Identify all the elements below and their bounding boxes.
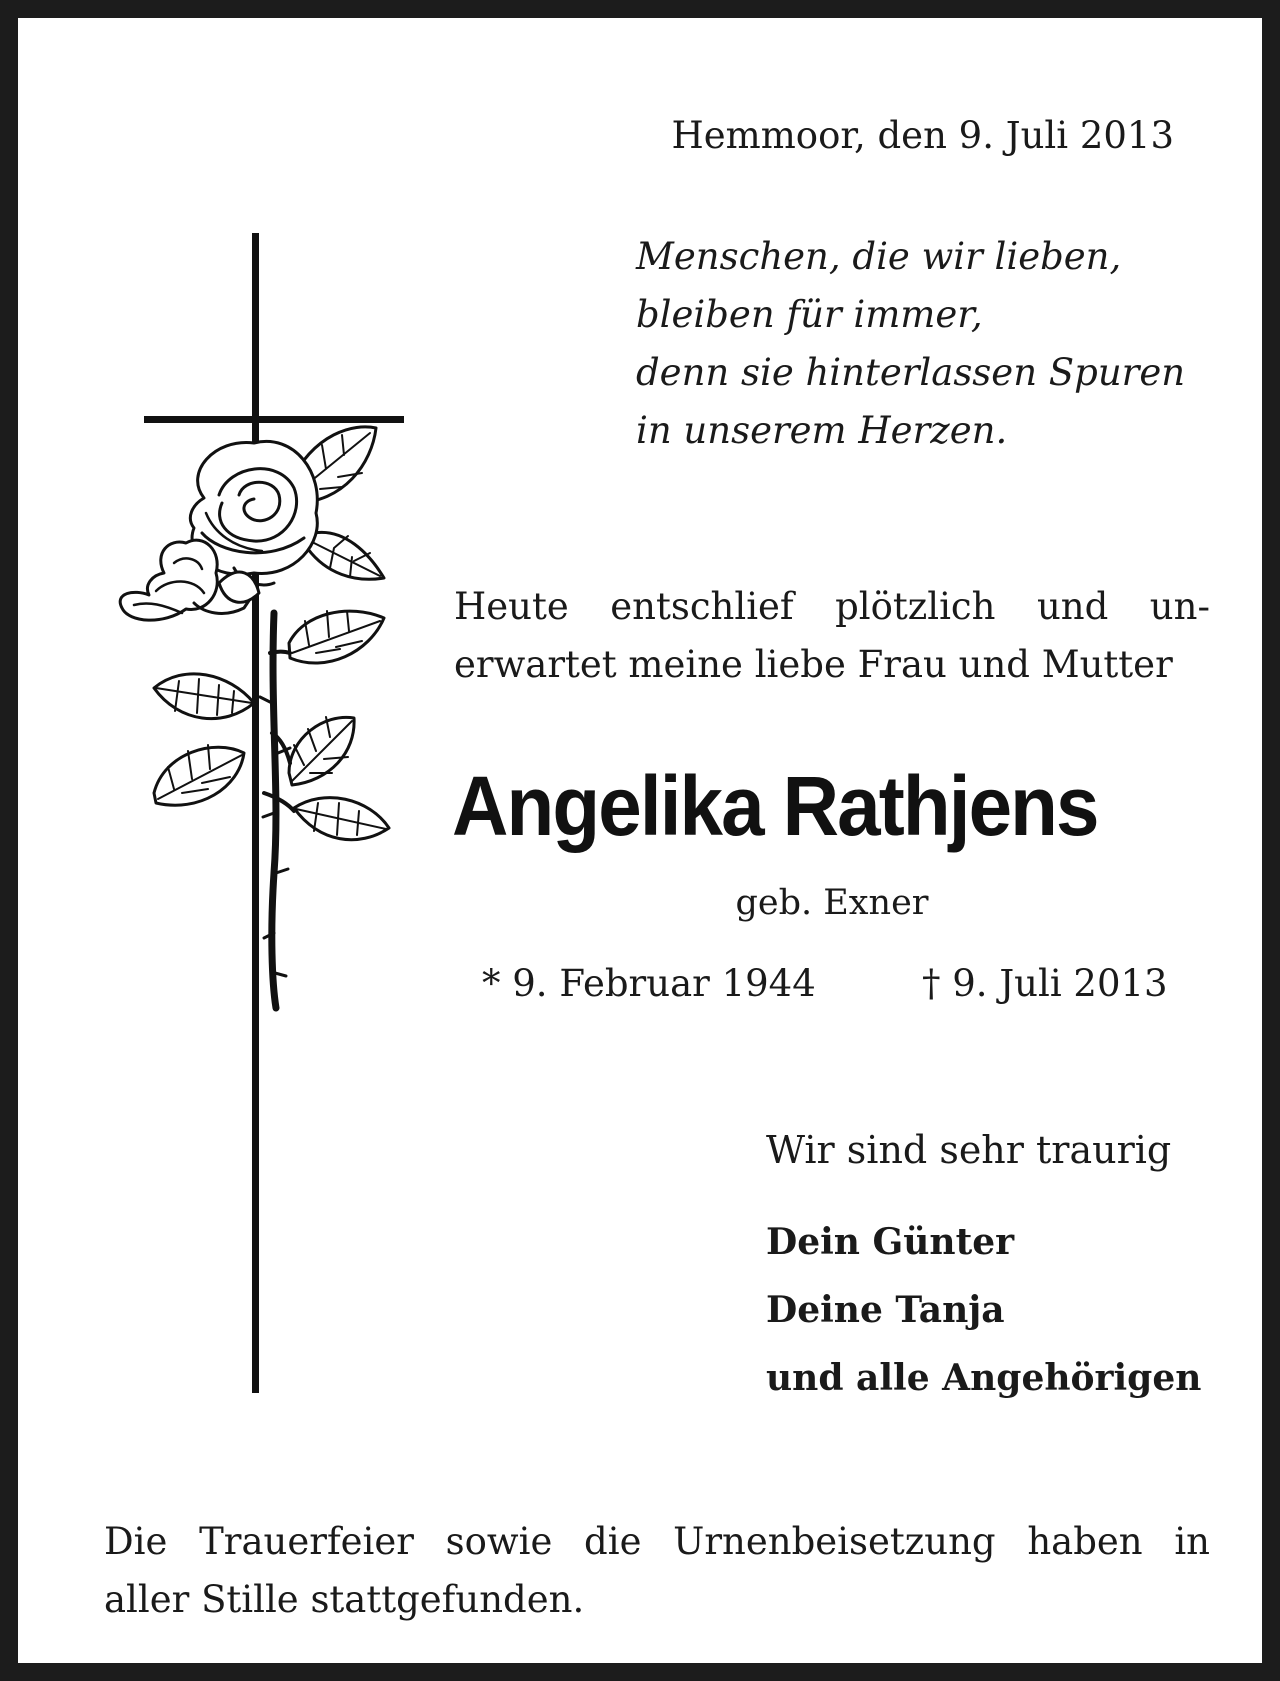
footer-word: haben [1027,1520,1143,1563]
intro-word: un- [1149,585,1210,628]
cross-icon [94,233,434,1393]
intro-line-2: erwartet meine liebe Frau und Mutter [454,643,1173,686]
place-date: Hemmoor, den 9. Juli 2013 [671,114,1174,157]
mourner-name: und alle Angehörigen [766,1357,1202,1399]
mourner-name: Deine Tanja [766,1289,1005,1331]
birth-date: * 9. Februar 1944 [482,962,816,1005]
funeral-note [104,1513,1210,1629]
footer-word: Urnenbeisetzung [673,1520,996,1563]
deceased-name: Angelika Rathjens [452,759,1098,853]
poem-line: bleiben für immer, [636,293,983,336]
death-date: † 9. Juli 2013 [922,962,1168,1005]
footer-word: Trauerfeier [199,1520,414,1563]
funeral-note-line-2: aller Stille stattgefunden. [104,1578,585,1621]
poem [636,228,1185,460]
intro-word: und [1036,585,1109,628]
intro-word: plötzlich [835,585,996,628]
footer-word: sowie [445,1520,553,1563]
footer-word: in [1174,1520,1210,1563]
poem-line: in unserem Herzen. [636,409,1008,452]
funeral-note-line-1 [104,1513,1210,1571]
intro-line-1 [454,578,1210,636]
maiden-name: geb. Exner [735,883,929,923]
intro-word: entschlief [610,585,794,628]
footer-word: die [584,1520,642,1563]
intro-text [454,578,1210,694]
poem-line: denn sie hinterlassen Spuren [636,351,1186,394]
mourning-statement: Wir sind sehr traurig [766,1128,1172,1172]
mourner-name: Dein Günter [766,1221,1015,1263]
intro-word: Heute [454,585,569,628]
footer-word: Die [104,1520,168,1563]
poem-line: Menschen, die wir lieben, [636,235,1122,278]
mourners-list [766,1208,1201,1412]
